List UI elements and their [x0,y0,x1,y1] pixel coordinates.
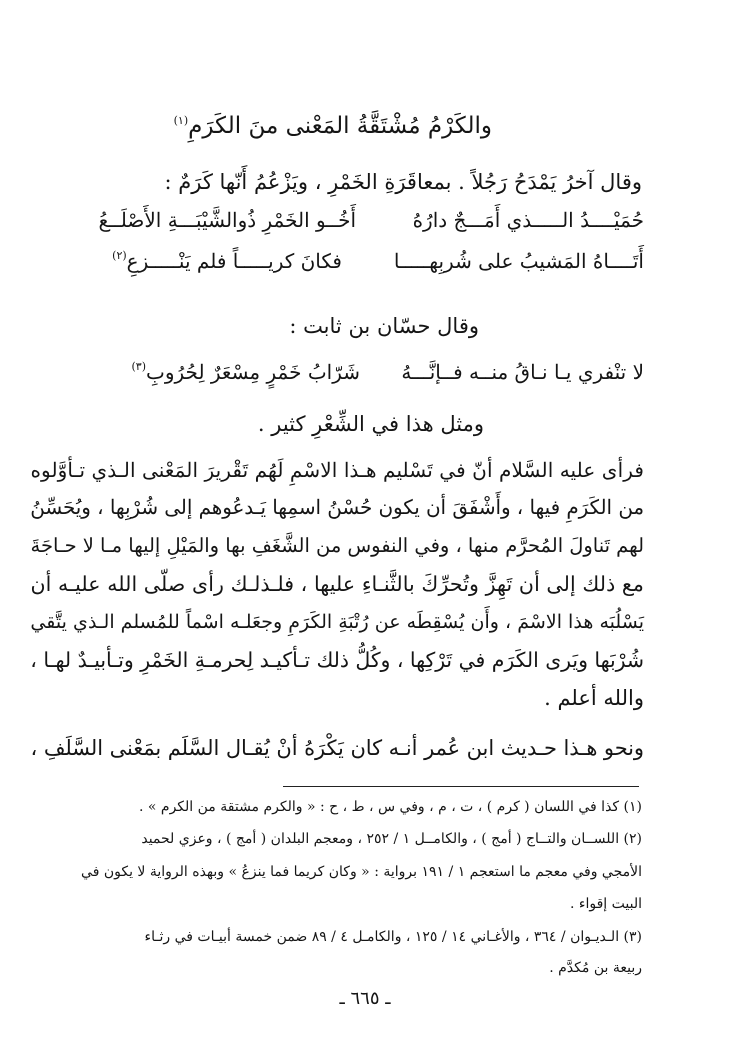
verse2-second-half [112,247,342,279]
paragraph-line-3: لهم تَناولَ المُحرَّم منها ، وفي النفوس من الشَّغَفِ بها والمَيْلِ إليها مـا لا حـاجَةَ [30,534,644,557]
paragraph-line-7: والله أعلم . [544,686,644,710]
closing-line: ونحو هـذا حـديث ابن عُمر أنـه كان يَكْرَهُ أنْ يُقـال السَّلَم بمَعْنى السَّلَفِ ، [30,736,644,760]
verse2-second-text: فكانَ كريـــــاً فلم يَنْـــــزعِ [126,249,342,273]
heading-footnote-ref: (١) [173,114,189,127]
footnote-1: (١) كذا في اللسان ( كرم ) ، ت ، م ، وفي س ، ط ، ح : « والكرم مشتقة من الكرم » . [139,799,642,815]
footnote-2-line-2: الأمجي وفي معجم ما استعجم ١ / ١٩١ برواية : « وكان كريما فما ينزعُ » وبهذه الرواية لا يكون في [81,864,642,880]
hassan-intro: وقال حسّان بن ثابت : [289,314,479,338]
verse2-footnote-ref: (٢) [112,249,127,262]
footnote-3-line-1: (٣) الـديـوان / ٣٦٤ ، والأغـاني ١٤ / ١٢٥ ، والكامـل ٤ / ٨٩ ضمن خمسة أبيـات في رثـاء [144,929,642,945]
footnote-3-line-2: ربيعة بن مُكدَّم . [549,960,642,976]
paragraph-line-5: يَسْلُبَه هذا الاسْمَ ، وأَن يُسْقِطَه عن رُتْبَةِ الكَرَمِ وجعَلـه اسْماً للمُسلم الـذي يتَّقي [30,611,644,633]
intro-line: وقال آخرُ يَمْدَحُ رَجُلاً . بمعاقَرَةِ الخَمْرِ ، ويَزْعُمُ أَنّها كَرَمٌ : [164,170,642,194]
verse3-footnote-ref: (٣) [131,360,147,373]
paragraph-line-1: فرأى عليه السَّلام أنّ في تَسْليم هـذا الاسْمِ لَهُم تَقْريرَ المَعْنى الـذي تـأوَّلوه [30,458,644,482]
paragraph-line-2: من الكَرَمِ فيها ، وأَشْفَقَ أن يكون حُسْنُ اسمِها يَـدعُوهم إلى شُرْبِها ، ويُحَسِّنُ [30,496,644,519]
verse3-second-text: شَرّابُ خَمْرٍ مِسْعَرٌ لِحُرُوبِ [146,360,360,384]
footnote-separator [283,786,639,787]
paragraph-line-6: شُرْبَها ويَرى الكَرَم في تَرْكِها ، وكُلُّ ذلك تـأكيـد لِحرمـةِ الخَمْرِ وتـأبيـدٌ لهـا ، [30,648,644,672]
paragraph-line-4: مع ذلك إلى أن تَهِزَّ وتُحرِّكَ بالثَّنـاءِ عليها ، فلـذلـك رأى صلّى الله عليـه أن [30,572,644,596]
section-heading [174,112,492,144]
heading-text: والكَرْمُ مُشْتَقَّةُ المَعْنى منَ الكَرَمِ [188,113,492,139]
verse2-first-half: أَتَــــاهُ المَشيبُ على شُربِهـــــا [393,249,644,273]
poetry-note: ومثل هذا في الشِّعْرِ كثير . [257,412,484,436]
verse1-second-half: أَخُــو الخَمْرِ ذُوالشَّيْبَـــةِ الأَصْلَــعُ [98,208,356,232]
verse3-second-half [132,358,361,390]
verse1-first-half: حُمَيْــــدُ الـــــذي أَمَـــجٌ دارُهُ [412,208,644,232]
page-number: ـ ٦٦٥ ـ [339,988,391,1009]
verse3-first-half: لا تنْفري يـا نـاقُ منــه فــإنَّـــهُ [401,360,644,384]
footnote-2-line-3: البيت إقواء . [570,896,642,912]
footnote-2-line-1: (٢) اللســان والتــاج ( أمج ) ، والكامــل ١ / ٢٥٢ ، ومعجم البلدان ( أمج ) ، وعزي لحميد [141,831,642,847]
